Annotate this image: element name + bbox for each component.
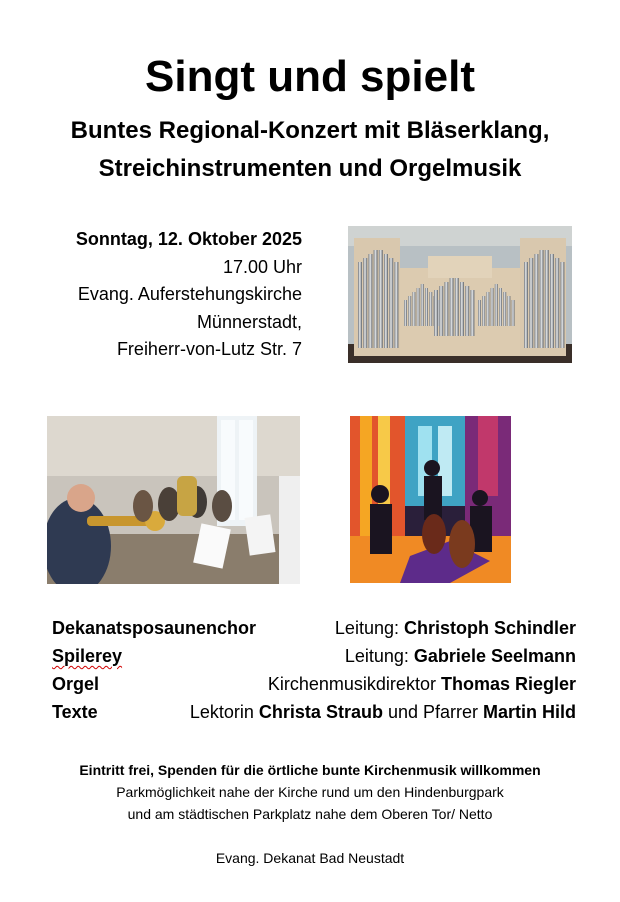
organ-photo xyxy=(348,226,572,363)
parking-note-2: und am städtischen Parkplatz nahe dem Oberen Tor/ Netto xyxy=(127,806,493,822)
string-ensemble-painting xyxy=(350,416,511,583)
ensemble-role: Leitung: Christoph Schindler xyxy=(334,618,576,638)
brass-choir-photo xyxy=(47,416,300,584)
event-street: Freiherr-von-Lutz Str. 7 xyxy=(116,339,302,359)
ensemble-name: Orgel xyxy=(52,674,100,694)
event-details xyxy=(76,226,302,364)
lineup-row xyxy=(52,642,576,670)
ensemble-role: Lektorin Christa Straub und Pfarrer Martin Hild xyxy=(189,702,576,722)
ensemble-name: Dekanatsposaunenchor xyxy=(52,618,257,638)
ensemble-role: Leitung: Gabriele Seelmann xyxy=(344,646,576,666)
parking-note-1: Parkmöglichkeit nahe der Kirche rund um den Hindenburgpark xyxy=(116,784,504,800)
poster-title: Singt und spielt xyxy=(145,52,475,101)
event-city: Münnerstadt, xyxy=(196,311,302,332)
lineup xyxy=(52,614,576,726)
lineup-row xyxy=(52,614,576,642)
subtitle-line-2: Streichinstrumenten und Orgelmusik xyxy=(98,155,522,182)
lineup-row xyxy=(52,698,576,726)
admission-note: Eintritt frei, Spenden für die örtliche bunte Kirchenmusik willkommen xyxy=(79,762,541,778)
organizer: Evang. Dekanat Bad Neustadt xyxy=(215,850,405,866)
event-time: 17.00 Uhr xyxy=(222,256,302,277)
event-venue: Evang. Auferstehungskirche xyxy=(77,284,302,304)
ensemble-name: Texte xyxy=(52,702,98,722)
lineup-row xyxy=(52,670,576,698)
ensemble-name: Spilerey xyxy=(52,646,123,666)
subtitle-line-1: Buntes Regional-Konzert mit Bläserklang, xyxy=(70,117,550,144)
ensemble-role: Kirchenmusikdirektor Thomas Riegler xyxy=(267,674,576,694)
event-date: Sonntag, 12. Oktober 2025 xyxy=(75,229,302,249)
